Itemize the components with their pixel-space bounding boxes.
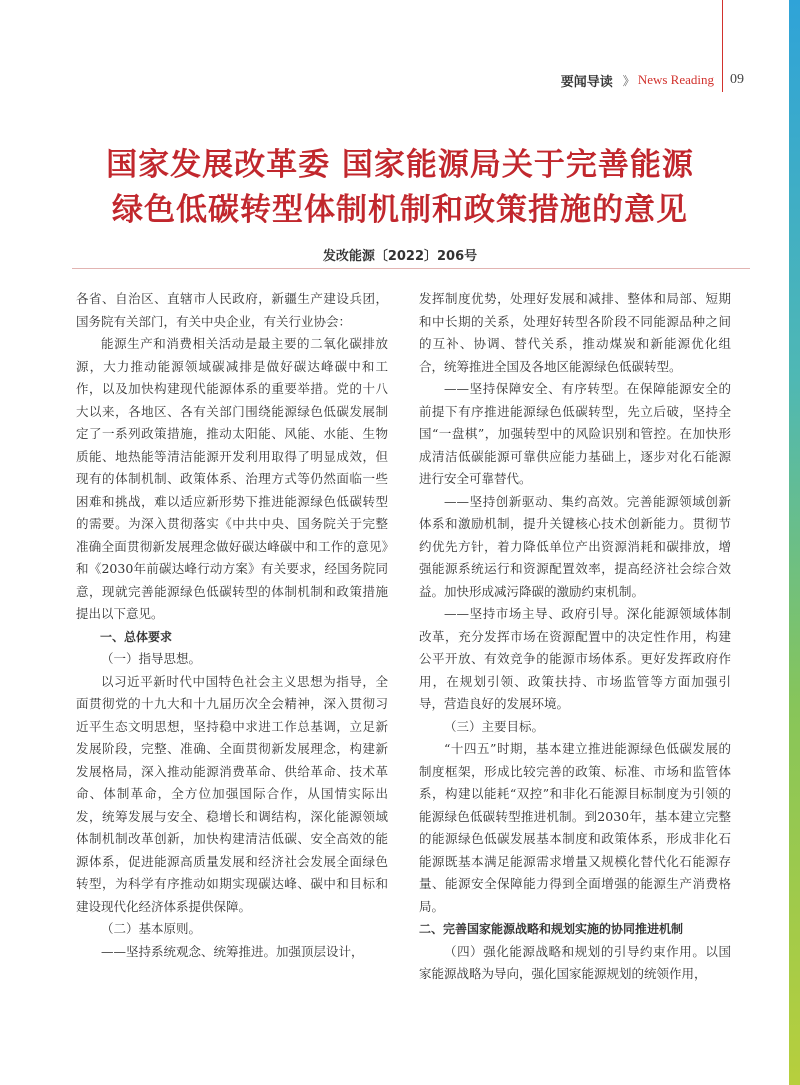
body-paragraph: （二）基本原则。 [101,921,202,936]
text-column-left [76,288,388,963]
body-paragraph: “十四五”时期，基本建立推进能源绿色低碳发展的制度框架，形成比较完善的政策、标准、市场和监管体系，构建以能耗“双控”和非化石能源目标制度为引领的能源绿色低碳转型推进机制。到2030年，基本建立完整的能源绿色低碳发展基本制度和政策体系，形成非化石能源既基本满足能源需求增量又规模化替代化石能源存量、能源安全保障能力得到全面增强的能源生产消费格局。 [419,741,731,914]
text-column-right [419,288,731,986]
header-divider-line [722,0,723,92]
body-paragraph: ——坚持系统观念、统筹推进。加强顶层设计， [101,943,364,959]
body-paragraph: ——坚持创新驱动、集约高效。完善能源领域创新体系和激励机制，提升关键核心技术创新能力。贯彻节约优先方针，着力降低单位产出资源消耗和碳排放，增强能源系统运行和资源配置效率，提高经济社会综合效益。加快形成减污降碳的激励约束机制。 [419,493,731,599]
section-name-english: News Reading [637,72,714,87]
body-paragraph: 以习近平新时代中国特色社会主义思想为指导，全面贯彻党的十九大和十九届历次全会精神，深入贯彻习近平生态文明思想，坚持稳中求进工作总基调，立足新发展阶段，完整、准确、全面贯彻新发展理念，构建新发展格局，深入推动能源消费革命、供给革命、技术革命、体制革命，全方位加强国际合作，从国情实际出发，统筹发展与安全、稳增长和调结构，深化能源领域体制机制改革创新，加快构建清洁低碳、安全高效的能源体系，促进能源高质量发展和经济社会发展全面绿色转型，为科学有序推动如期实现碳达峰、碳中和目标和建设现代化经济体系提供保障。 [76,673,388,914]
document-number: 发改能源〔2022〕206号 [322,249,478,264]
title-line-2: 绿色低碳转型体制机制和政策措施的意见 [112,192,688,228]
body-paragraph: （一）指导思想。 [101,651,202,666]
body-paragraph: 各省、自治区、直辖市人民政府，新疆生产建设兵团，国务院有关部门，有关中央企业，有关行业协会： [76,291,388,329]
page-number: 09 [730,72,744,87]
body-paragraph: （三）主要目标。 [444,718,545,734]
section-heading: 一、总体要求 [100,629,173,644]
double-chevron-icon: 》 [622,73,632,88]
title-divider [72,268,750,269]
body-paragraph: ——坚持保障安全、有序转型。在保障能源安全的前提下有序推进能源绿色低碳转型，先立后破，坚持全国“一盘棋”，加强转型中的风险识别和管控。在加快形成清洁低碳能源可靠供应能力基础上，逐步对化石能源进行安全可靠替代。 [419,381,731,486]
section-heading: 二、完善国家能源战略和规划实施的协同推进机制 [419,922,684,936]
article-title [0,143,800,233]
body-paragraph: （四）强化能源战略和规划的引导约束作用。以国家能源战略为导向，强化国家能源规划的统领作用， [419,943,731,981]
body-paragraph: ——坚持市场主导、政府引导。深化能源领域体制改革，充分发挥市场在资源配置中的决定性作用，构建公平开放、有效竞争的能源市场体系。更好发挥政府作用，在规划引领、政策扶持、市场监管等方面加强引导，营造良好的发展环境。 [419,606,731,711]
body-paragraph: 能源生产和消费相关活动是最主要的二氧化碳排放源，大力推动能源领域碳减排是做好碳达峰碳中和工作，以及加快构建现代能源体系的重要举措。党的十八大以来，各地区、各有关部门围绕能源绿色低碳发展制定了一系列政策措施，推动太阳能、风能、水能、生物质能、地热能等清洁能源开发利用取得了明显成效，但现有的体制机制、政策体系、治理方式等仍然面临一些困难和挑战，难以适应新形势下推进能源绿色低碳转型的需要。为深入贯彻落实《中共中央、国务院关于完整准确全面贯彻新发展理念做好碳达峰碳中和工作的意见》和《2030年前碳达峰行动方案》有关要求，经国务院同意，现就完善能源绿色低碳转型的体制机制和政策措施提出以下意见。 [76,336,388,621]
body-paragraph: 发挥制度优势，处理好发展和减排、整体和局部、短期和中长期的关系，处理好转型各阶段不同能源品种之间的互补、协调、替代关系，推动煤炭和新能源优化组合，统筹推进全国及各地区能源绿色低碳转型。 [419,291,731,374]
section-name: 要闻导读 [560,74,613,90]
running-header [0,68,722,92]
title-line-1: 国家发展改革委 国家能源局关于完善能源 [106,147,694,183]
